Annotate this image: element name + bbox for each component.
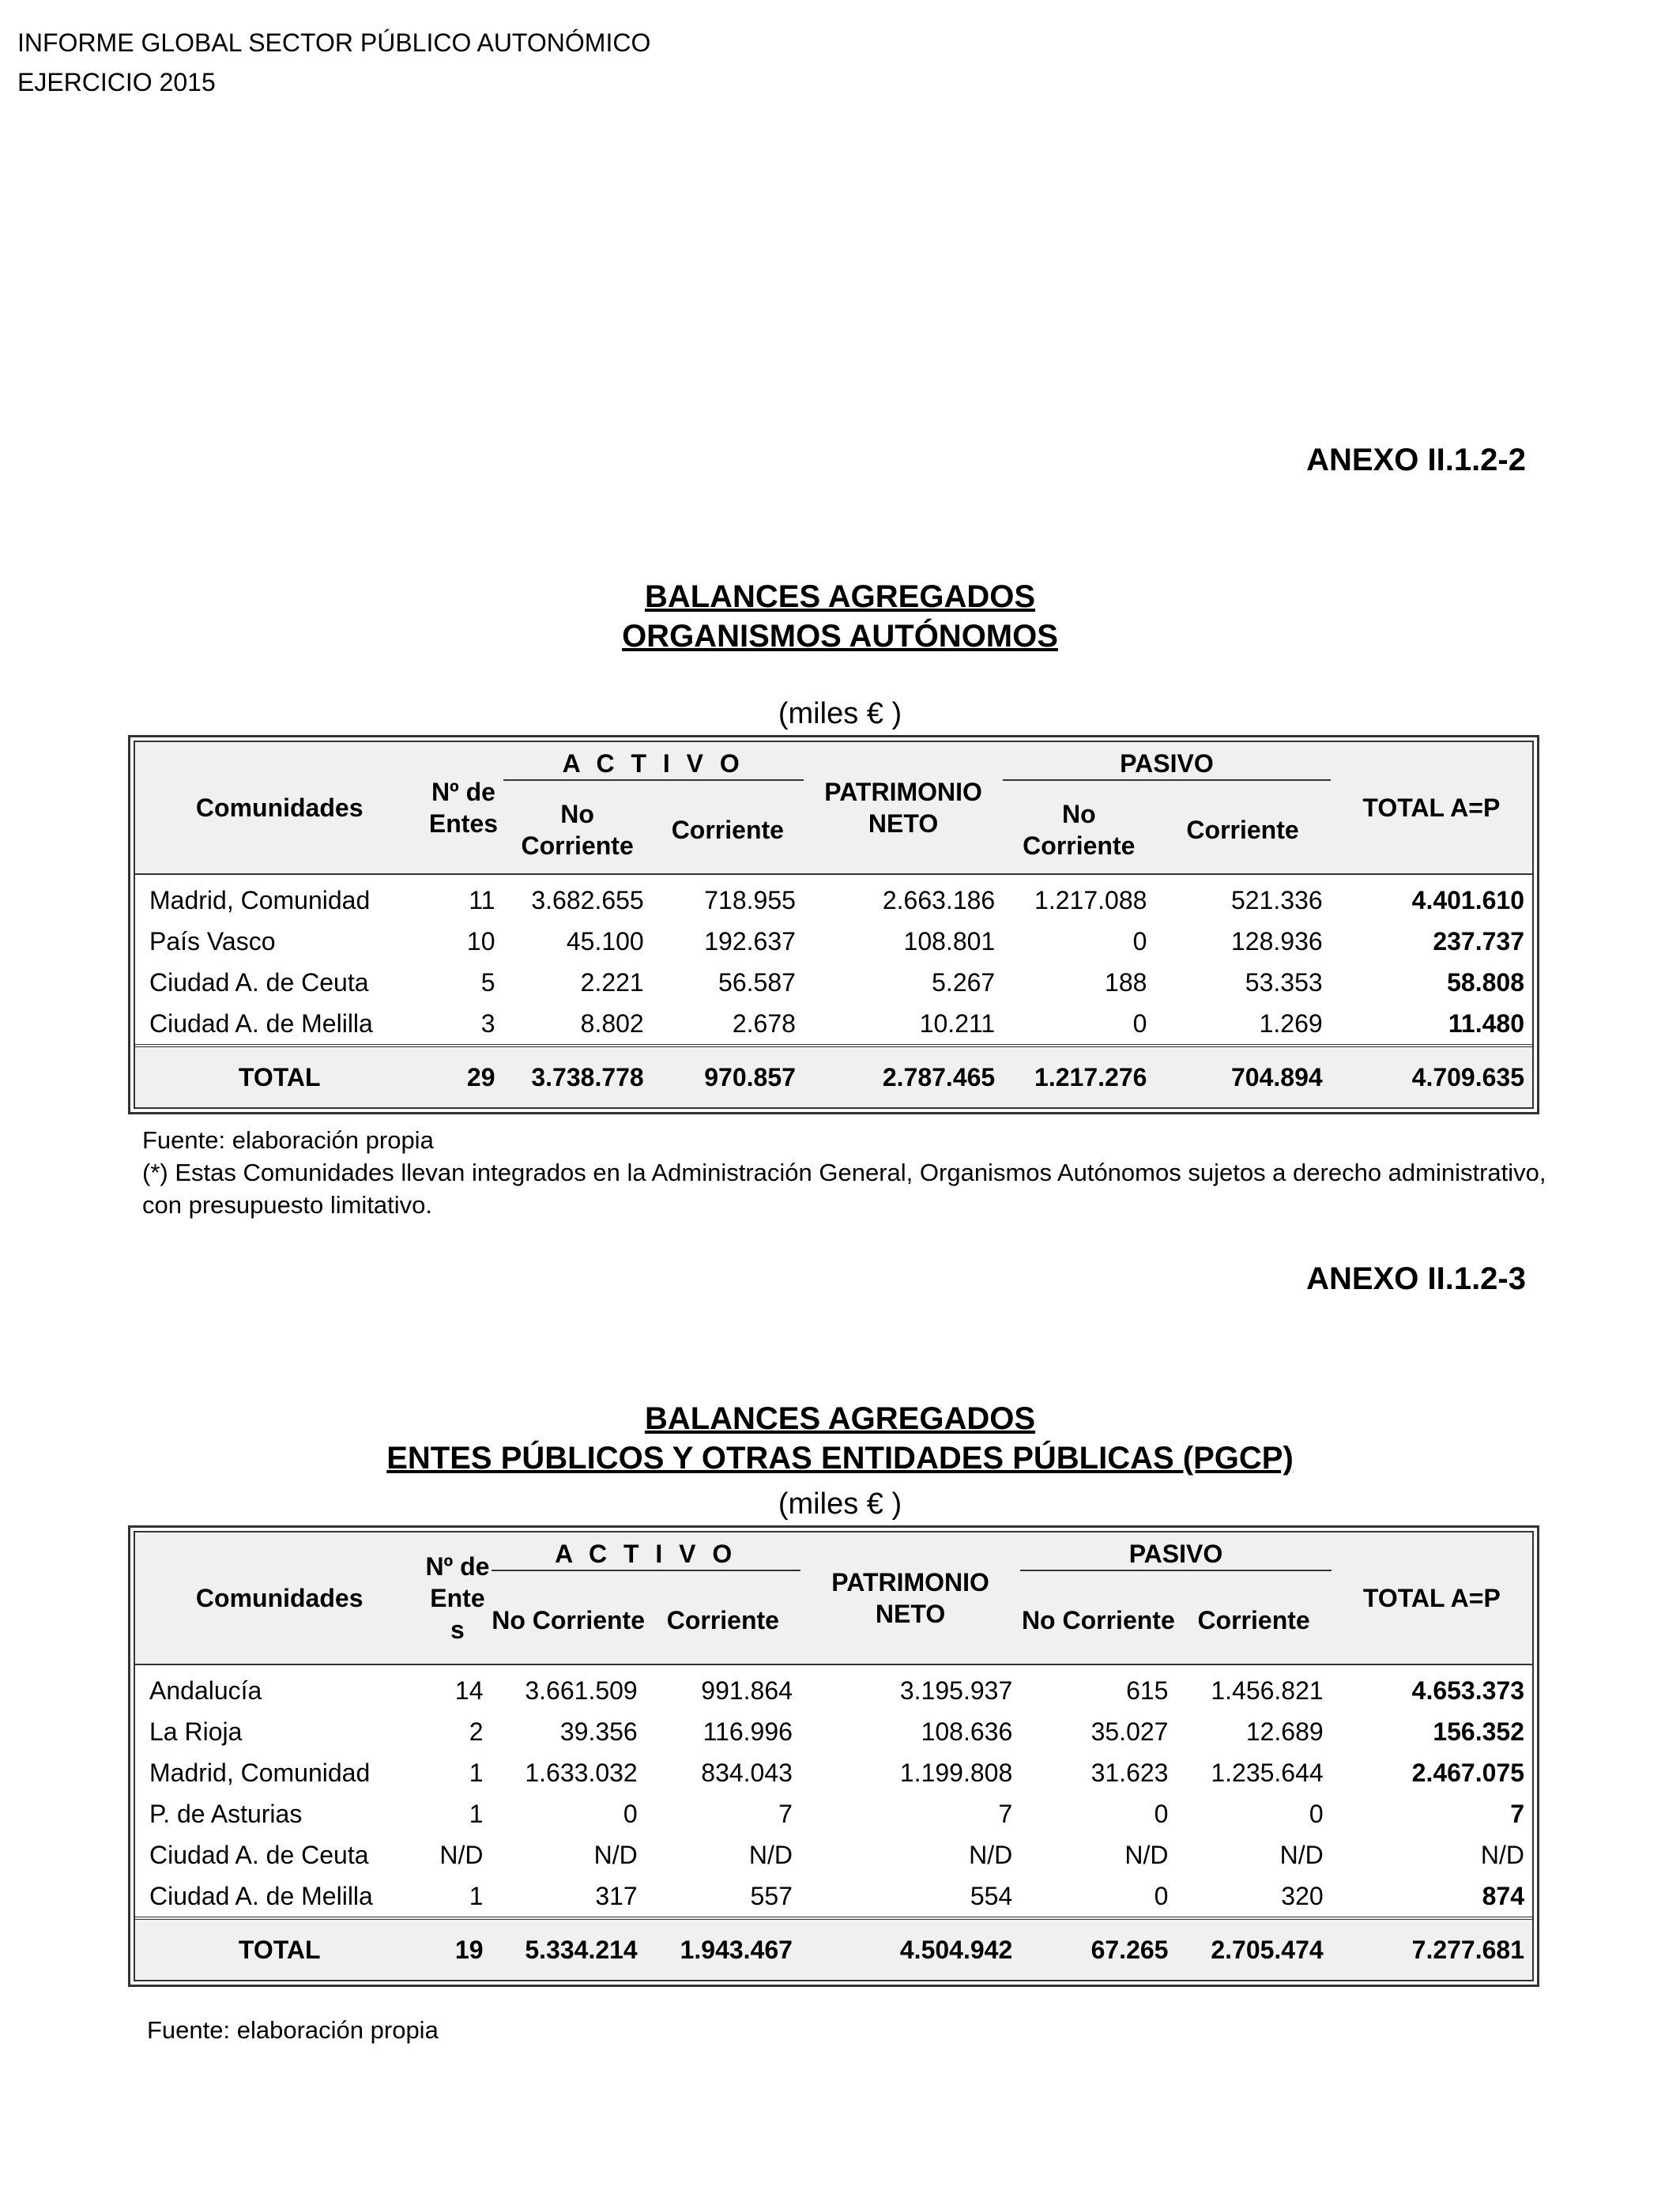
cell-activo-corriente: 557 <box>750 1882 793 1910</box>
total-pasivo-corriente: 2.705.474 <box>1176 1918 1331 1980</box>
col-header-pasivo: PASIVO <box>1020 1532 1331 1577</box>
table-row <box>135 921 1532 962</box>
cell-comunidad: País Vasco <box>149 927 276 956</box>
col-header-activo-no-corriente: No Corriente <box>503 786 652 874</box>
table-row <box>135 1875 1532 1918</box>
cell-patrimonio-neto: N/D <box>969 1841 1013 1869</box>
cell-patrimonio-neto: 5.267 <box>932 968 996 997</box>
table-title-2-line2: ENTES PÚBLICOS Y OTRAS ENTIDADES PÚBLICAS (PGCP) <box>386 1441 1294 1476</box>
cell-activo-no-corriente: 2.221 <box>580 968 644 997</box>
cell-activo-corriente: 2.678 <box>732 1009 796 1038</box>
cell-n-entes: 3 <box>480 1009 495 1038</box>
total-row <box>135 1918 1532 1980</box>
cell-pasivo-corriente: 0 <box>1309 1800 1324 1828</box>
col-header-pasivo-corriente: Corriente <box>1155 786 1330 874</box>
col-header-pasivo-corriente: Corriente <box>1176 1577 1331 1664</box>
report-title: INFORME GLOBAL SECTOR PÚBLICO AUTONÓMICO <box>17 28 651 57</box>
table-row <box>135 1003 1532 1046</box>
cell-patrimonio-neto: 2.663.186 <box>882 886 996 914</box>
total-pasivo-no-corriente: 1.217.276 <box>1003 1046 1155 1107</box>
cell-patrimonio-neto: 108.801 <box>903 927 996 956</box>
cell-pasivo-no-corriente: 615 <box>1126 1676 1169 1705</box>
cell-pasivo-no-corriente: 0 <box>1132 1009 1147 1038</box>
cell-pasivo-corriente: 521.336 <box>1230 886 1323 914</box>
table-row <box>135 1752 1532 1793</box>
cell-pasivo-corriente: 320 <box>1281 1882 1324 1910</box>
table-title-2-line1: BALANCES AGREGADOS <box>644 1401 1036 1436</box>
cell-pasivo-no-corriente: 0 <box>1154 1882 1169 1910</box>
cell-comunidad: P. de Asturias <box>149 1800 303 1828</box>
col-header-pasivo-no-corriente: No Corriente <box>1020 1577 1176 1664</box>
cell-patrimonio-neto: 1.199.808 <box>899 1759 1013 1787</box>
col-header-pasivo: PASIVO <box>1003 742 1330 786</box>
balance-table-1 <box>128 735 1539 1114</box>
cell-n-entes: 1 <box>469 1759 484 1787</box>
cell-comunidad: Ciudad A. de Melilla <box>149 1882 373 1910</box>
table-row <box>135 1711 1532 1752</box>
cell-comunidad: Madrid, Comunidad <box>149 886 371 914</box>
cell-n-entes: N/D <box>439 1841 484 1869</box>
col-header-activo-corriente: Corriente <box>652 786 804 874</box>
cell-activo-no-corriente: 3.661.509 <box>525 1676 638 1705</box>
source-note-1: Fuente: elaboración propia <box>142 1126 434 1154</box>
col-header-total: TOTAL A=P <box>1332 1532 1532 1664</box>
col-header-n-entes: Nº de Entes <box>424 742 503 874</box>
footnote-1: (*) Estas Comunidades llevan integrados en la Administración General, Organismos Autónomos sujetos a derecho administrativo, con presupuesto limitativo. <box>142 1159 1546 1219</box>
cell-total: N/D <box>1480 1841 1524 1869</box>
cell-n-entes: 14 <box>454 1676 484 1705</box>
col-header-activo-no-corriente: No Corriente <box>492 1577 646 1664</box>
cell-activo-no-corriente: 3.682.655 <box>531 886 644 914</box>
col-header-comunidades: Comunidades <box>135 742 424 874</box>
cell-pasivo-no-corriente: 35.027 <box>1090 1717 1169 1746</box>
cell-n-entes: 2 <box>469 1717 484 1746</box>
total-row <box>135 1046 1532 1107</box>
cell-total: 4.401.610 <box>1411 886 1524 914</box>
cell-n-entes: 11 <box>469 886 495 914</box>
col-header-pasivo-no-corriente: No Corriente <box>1003 786 1155 874</box>
col-header-activo: A C T I V O <box>503 742 804 786</box>
cell-activo-no-corriente: N/D <box>593 1841 638 1869</box>
cell-comunidad: Madrid, Comunidad <box>149 1759 371 1787</box>
cell-activo-no-corriente: 45.100 <box>566 927 644 956</box>
total-n-entes: 19 <box>424 1918 491 1980</box>
cell-pasivo-corriente: 12.689 <box>1245 1717 1324 1746</box>
total-activo-corriente: 1.943.467 <box>646 1918 800 1980</box>
cell-pasivo-no-corriente: 1.217.088 <box>1034 886 1147 914</box>
total-total: 4.709.635 <box>1331 1046 1532 1107</box>
cell-comunidad: Ciudad A. de Ceuta <box>149 1841 369 1869</box>
cell-pasivo-corriente: 1.235.644 <box>1211 1759 1324 1787</box>
total-activo-no-corriente: 3.738.778 <box>503 1046 652 1107</box>
cell-pasivo-no-corriente: 188 <box>1105 968 1147 997</box>
total-label: TOTAL <box>135 1046 424 1107</box>
total-activo-no-corriente: 5.334.214 <box>492 1918 646 1980</box>
cell-n-entes: 10 <box>466 927 495 956</box>
table-2 <box>135 1532 1532 1980</box>
table-title-1-line2: ORGANISMOS AUTÓNOMOS <box>622 619 1058 654</box>
annex-code-1: ANEXO II.1.2-2 <box>1306 443 1526 477</box>
total-patrimonio-neto: 2.787.465 <box>804 1046 1003 1107</box>
cell-n-entes: 1 <box>469 1882 484 1910</box>
cell-pasivo-corriente: 53.353 <box>1245 968 1323 997</box>
cell-activo-corriente: N/D <box>748 1841 793 1869</box>
cell-total: 58.808 <box>1447 968 1524 997</box>
cell-patrimonio-neto: 7 <box>998 1800 1013 1828</box>
cell-total: 237.737 <box>1433 927 1524 956</box>
cell-pasivo-no-corriente: 31.623 <box>1090 1759 1169 1787</box>
report-year: EJERCICIO 2015 <box>17 68 216 96</box>
total-label: TOTAL <box>135 1918 424 1980</box>
cell-patrimonio-neto: 108.636 <box>921 1717 1013 1746</box>
cell-activo-corriente: 192.637 <box>704 927 796 956</box>
cell-pasivo-corriente: 128.936 <box>1230 927 1323 956</box>
total-total: 7.277.681 <box>1332 1918 1532 1980</box>
cell-comunidad: Ciudad A. de Melilla <box>149 1009 373 1038</box>
cell-total: 11.480 <box>1448 1009 1524 1038</box>
total-n-entes: 29 <box>424 1046 503 1107</box>
balance-table-2 <box>128 1525 1539 1987</box>
cell-pasivo-corriente: 1.269 <box>1259 1009 1323 1038</box>
cell-pasivo-corriente: N/D <box>1279 1841 1324 1869</box>
cell-comunidad: La Rioja <box>149 1717 243 1746</box>
units-label-1: (miles € ) <box>778 697 902 730</box>
total-pasivo-no-corriente: 67.265 <box>1020 1918 1176 1980</box>
cell-activo-no-corriente: 8.802 <box>580 1009 644 1038</box>
cell-patrimonio-neto: 10.211 <box>919 1009 996 1038</box>
col-header-activo: A C T I V O <box>492 1532 800 1577</box>
cell-activo-corriente: 834.043 <box>701 1759 793 1787</box>
cell-total: 4.653.373 <box>1411 1676 1524 1705</box>
cell-n-entes: 5 <box>480 968 495 997</box>
cell-activo-corriente: 7 <box>778 1800 793 1828</box>
table-title-1 <box>0 577 1680 656</box>
cell-patrimonio-neto: 554 <box>970 1882 1013 1910</box>
col-header-activo-corriente: Corriente <box>646 1577 800 1664</box>
cell-total: 7 <box>1510 1800 1524 1828</box>
col-header-comunidades: Comunidades <box>135 1532 424 1664</box>
units-label-2: (miles € ) <box>778 1487 902 1521</box>
table-1 <box>135 742 1532 1107</box>
cell-total: 874 <box>1482 1882 1524 1910</box>
cell-pasivo-no-corriente: 0 <box>1132 927 1147 956</box>
table-row <box>135 874 1532 921</box>
cell-activo-no-corriente: 0 <box>623 1800 638 1828</box>
annex-code-2: ANEXO II.1.2-3 <box>1306 1261 1526 1296</box>
table-title-2 <box>0 1399 1680 1478</box>
cell-total: 156.352 <box>1433 1717 1524 1746</box>
col-header-n-entes: Nº de Ente s <box>424 1532 491 1664</box>
table-row <box>135 1793 1532 1834</box>
cell-activo-no-corriente: 1.633.032 <box>525 1759 638 1787</box>
cell-activo-corriente: 991.864 <box>701 1676 793 1705</box>
col-header-patrimonio-neto: PATRIMONIO NETO <box>804 742 1003 874</box>
cell-activo-no-corriente: 317 <box>595 1882 638 1910</box>
col-header-total: TOTAL A=P <box>1331 742 1532 874</box>
cell-activo-corriente: 718.955 <box>704 886 796 914</box>
cell-total: 2.467.075 <box>1411 1759 1524 1787</box>
cell-pasivo-corriente: 1.456.821 <box>1211 1676 1324 1705</box>
table-row <box>135 962 1532 1003</box>
cell-activo-corriente: 116.996 <box>703 1717 793 1746</box>
cell-pasivo-no-corriente: N/D <box>1124 1841 1169 1869</box>
total-activo-corriente: 970.857 <box>652 1046 804 1107</box>
total-patrimonio-neto: 4.504.942 <box>800 1918 1020 1980</box>
source-note-2: Fuente: elaboración propia <box>147 2016 439 2044</box>
cell-activo-no-corriente: 39.356 <box>559 1717 638 1746</box>
cell-patrimonio-neto: 3.195.937 <box>899 1676 1013 1705</box>
table-title-1-line1: BALANCES AGREGADOS <box>644 579 1036 614</box>
cell-pasivo-no-corriente: 0 <box>1154 1800 1169 1828</box>
table-row <box>135 1834 1532 1875</box>
cell-comunidad: Ciudad A. de Ceuta <box>149 968 369 997</box>
col-header-patrimonio-neto: PATRIMONIO NETO <box>800 1532 1020 1664</box>
table-row <box>135 1664 1532 1711</box>
total-pasivo-corriente: 704.894 <box>1155 1046 1330 1107</box>
cell-comunidad: Andalucía <box>149 1676 262 1705</box>
cell-activo-corriente: 56.587 <box>718 968 796 997</box>
cell-n-entes: 1 <box>469 1800 484 1828</box>
